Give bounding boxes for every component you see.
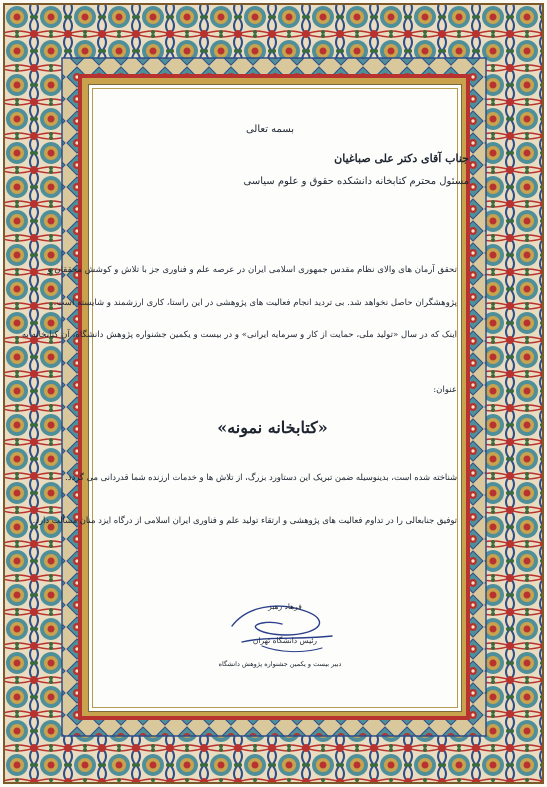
invocation: بسمه تعالی bbox=[245, 124, 295, 135]
deputy-line: دبیر بیست و یکمین جشنواره پژوهش دانشگاه bbox=[218, 660, 342, 668]
recipient-name: جناب آقای دکتر علی صباغیان bbox=[334, 152, 469, 165]
award-title: «کتابخانه نمونه» bbox=[217, 418, 328, 437]
signatory-name: فرهاد رهبر bbox=[268, 602, 302, 611]
paragraph-4: توفیق جنابعالی را در تداوم فعالیت های پژوهشی و ارتقاء تولید علم و فناوری ایران اسلامی از درگاه ایزد منان مسألت دارد. bbox=[32, 515, 457, 525]
paragraph-2a: اینک که در سال «تولید ملی، حمایت از کار و سرمایه ایرانی» و در بیست و یکمین جشنواره پژوهش دانشگاه، آن کتابخانه به bbox=[21, 330, 457, 340]
paragraph-1b: پژوهشگران حاصل نخواهد شد. بی تردید انجام فعالیت های پژوهشی در این راستا، کاری ارزشمند و شایسته است. bbox=[53, 298, 457, 308]
paragraph-2b: عنوان: bbox=[433, 385, 457, 395]
recipient-title: مسئول محترم کتابخانه دانشکده حقوق و علوم سیاسی bbox=[243, 176, 469, 187]
paragraph-1a: تحقق آرمان های والای نظام مقدس جمهوری اسلامی ایران در عرصه علم و فناوری جز با تلاش و کوشش محققان و bbox=[47, 265, 457, 275]
signatory-title: رئیس دانشگاه تهران bbox=[252, 636, 318, 645]
paragraph-3: شناخته شده است، بدینوسیله ضمن تبریک این دستاورد بزرگ، از تلاش ها و خدمات ارزنده شما قدردانی می گردد. bbox=[65, 472, 457, 482]
